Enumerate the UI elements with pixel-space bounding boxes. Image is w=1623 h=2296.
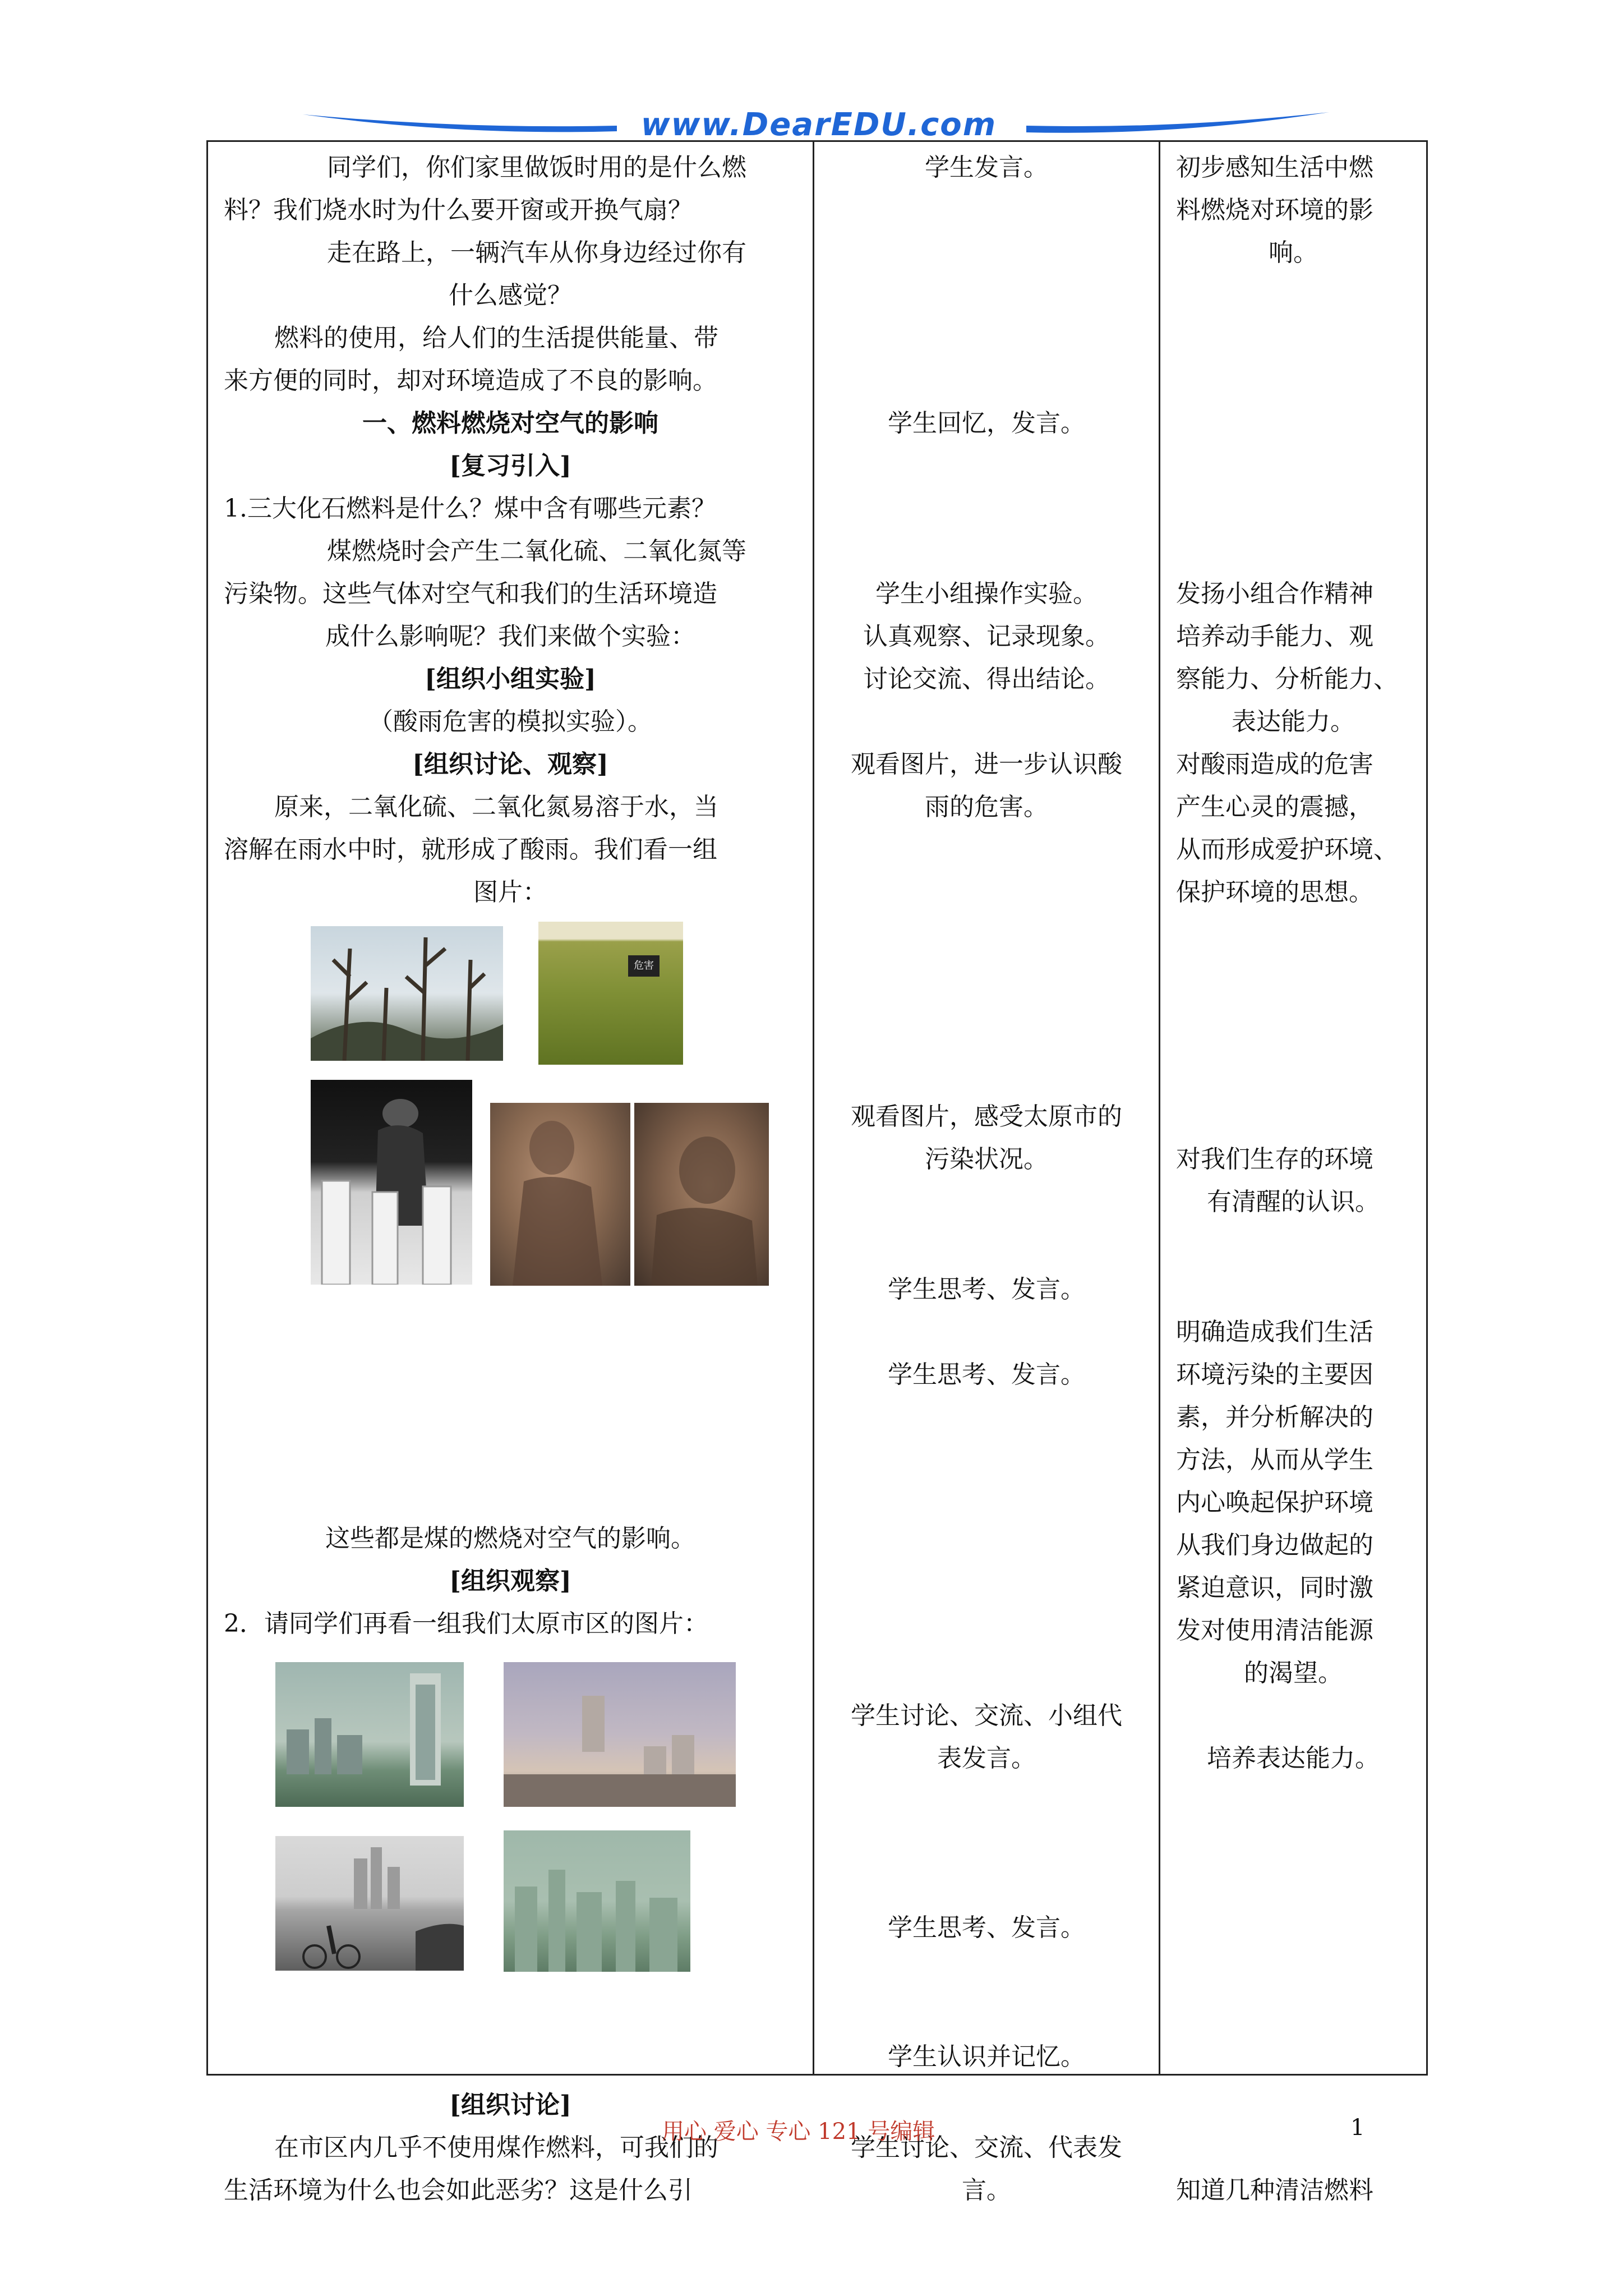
city-skyline-photo-1 [275, 1662, 464, 1807]
city-skyline-photo-2 [504, 1662, 736, 1807]
text-line: 知道几种清洁燃料 [1176, 2176, 1373, 2205]
text-line: 学生回忆，发言。 [888, 409, 1085, 438]
step-label: [组织观察] [449, 1567, 571, 1595]
text-line: 学生讨论、交流、小组代 [851, 1701, 1122, 1730]
text-line: 成什么影响呢？我们来做个实验： [325, 622, 695, 651]
footer-text: 用心 爱心 专心 121 号编辑 [662, 2119, 935, 2145]
text-line: 料？我们烧水时为什么要开窗或开换气扇？ [224, 196, 693, 224]
text-line: 对我们生存的环境 [1176, 1145, 1373, 1174]
text-line: 保护环境的思想。 [1176, 878, 1373, 907]
text-line: 有清醒的认识。 [1207, 1188, 1380, 1216]
text-line: 学生讨论、交流、代表发 [851, 2133, 1122, 2162]
text-line: 学生发言。 [925, 153, 1048, 182]
city-smog-photo [504, 1830, 690, 1972]
text-line: 同学们，你们家里做饭时用的是什么燃 [327, 153, 746, 182]
text-line: 产生心灵的震撼， [1176, 793, 1373, 821]
step-label: [复习引入] [449, 452, 571, 480]
text-line: （酸雨危害的模拟实验）。 [368, 707, 652, 736]
text-line: 学生思考、发言。 [888, 1360, 1085, 1389]
text-line: 污染状况。 [925, 1145, 1048, 1174]
city-bridge-photo [275, 1836, 464, 1971]
text-line: 认真观察、记录现象。 [863, 622, 1110, 651]
stone-railing-photo [311, 1080, 472, 1285]
text-line: 环境污染的主要因 [1176, 1360, 1373, 1389]
corroded-statue-photo-1 [490, 1103, 630, 1286]
page-number: 1 [1350, 2115, 1365, 2141]
text-line: 生活环境为什么也会如此恶劣？这是什么引 [224, 2176, 693, 2205]
logo-text: www.DearEDU.com [640, 107, 997, 143]
text-line: 这些都是煤的燃烧对空气的影响。 [325, 1524, 695, 1553]
text-line: 学生思考、发言。 [888, 1275, 1085, 1304]
step-label: [组织讨论、观察] [412, 750, 608, 779]
text-line: 察能力、分析能力、 [1176, 665, 1398, 693]
field-sign: 危害 [628, 955, 660, 977]
text-line: 明确造成我们生活 [1176, 1318, 1373, 1346]
text-line: 从我们身边做起的 [1176, 1531, 1373, 1559]
text-line: 内心唤起保护环境 [1176, 1488, 1373, 1517]
text-line: 燃料的使用，给人们的生活提供能量、带 [274, 324, 718, 352]
section-heading: 一、燃料燃烧对空气的影响 [362, 409, 658, 438]
text-line: 表发言。 [937, 1744, 1036, 1773]
text-line: 初步感知生活中燃 [1176, 153, 1373, 182]
text-line: 培养动手能力、观 [1176, 622, 1373, 651]
step-label: [组织小组实验] [425, 665, 596, 693]
text-line: 来方便的同时，却对环境造成了不良的影响。 [224, 366, 717, 395]
text-line: 的渴望。 [1244, 1659, 1343, 1687]
text-line: 什么感觉？ [449, 281, 572, 310]
text-line: 从而形成爱护环境、 [1176, 835, 1398, 864]
text-line: 紧迫意识，同时激 [1176, 1573, 1373, 1602]
text-line: 溶解在雨水中时，就形成了酸雨。我们看一组 [224, 835, 717, 864]
design-intent-column [1160, 142, 1426, 2205]
text-line: 观看图片，感受太原市的 [851, 1102, 1122, 1131]
text-line: 方法，从而从学生 [1176, 1446, 1373, 1474]
text-line: 雨的危害。 [925, 793, 1048, 821]
text-line: 响。 [1269, 238, 1318, 267]
text-line: 料燃烧对环境的影 [1176, 196, 1373, 224]
text-line: 表达能力。 [1232, 707, 1355, 736]
text-line: 1.三大化石燃料是什么？煤中含有哪些元素？ [224, 494, 716, 523]
corroded-statue-photo-2 [634, 1103, 769, 1286]
crop-field-photo [538, 922, 683, 1065]
text-line: 原来，二氧化硫、二氧化氮易溶于水，当 [274, 793, 718, 821]
dead-forest-photo [311, 926, 503, 1061]
text-line: 走在路上，一辆汽车从你身边经过你有 [327, 238, 746, 267]
text-line: 2．请同学们再看一组我们太原市区的图片： [224, 1609, 708, 1638]
text-line: 污染物。这些气体对空气和我们的生活环境造 [224, 579, 717, 608]
text-line: 素，并分析解决的 [1176, 1403, 1373, 1432]
text-line: 发扬小组合作精神 [1176, 579, 1373, 608]
text-line: 言。 [962, 2176, 1011, 2205]
text-line: 学生小组操作实验。 [875, 579, 1098, 608]
text-line: 发对使用清洁能源 [1176, 1616, 1373, 1645]
text-line: 培养表达能力。 [1207, 1744, 1380, 1773]
text-line: 对酸雨造成的危害 [1176, 750, 1373, 779]
step-label: [组织讨论] [449, 2091, 571, 2119]
student-activity-column [814, 142, 1159, 2205]
text-line: 学生认识并记忆。 [888, 2042, 1085, 2071]
text-line: 在市区内几乎不使用煤作燃料，可我们的 [274, 2133, 718, 2162]
text-line: 学生思考、发言。 [888, 1913, 1085, 1942]
text-line: 煤燃烧时会产生二氧化硫、二氧化氮等 [327, 537, 746, 565]
text-line: 讨论交流、得出结论。 [863, 665, 1110, 693]
text-line: 图片： [473, 878, 547, 907]
text-line: 观看图片，进一步认识酸 [851, 750, 1122, 779]
